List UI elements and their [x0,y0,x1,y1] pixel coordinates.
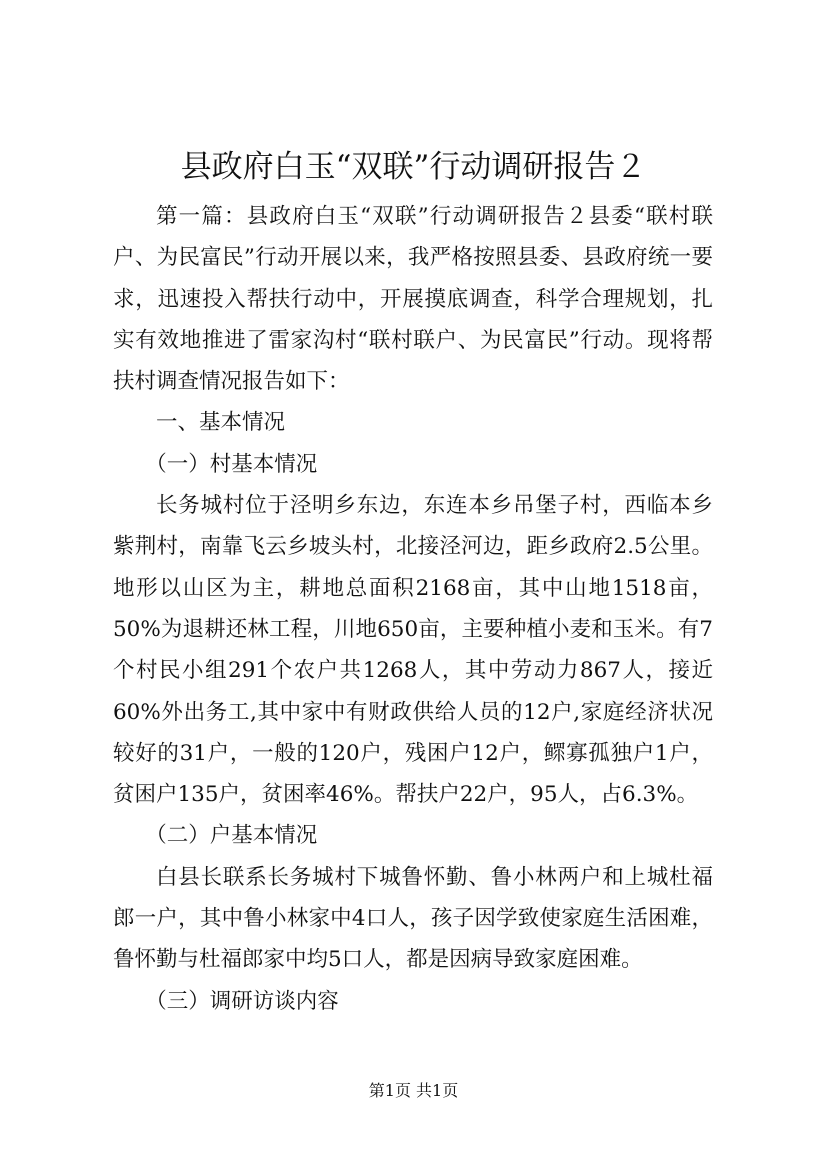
document-body [113,196,713,1022]
paragraph-village: 长务城村位于泾明乡东边，东连本乡吊堡子村，西临本乡紫荆村，南靠飞云乡坡头村，北接泾河边，距乡政府2.5公里。地形以山区为主，耕地总面积2168亩，其中山地1518亩，50%为退耕还林工程，川地650亩，主要种植小麦和玉米。有7个村民小组291个农户共1268人，其中劳动力867人，接近60%外出务工,其中家中有财政供给人员的12户,家庭经济状况较好的31户，一般的120户，残困户12户，鳏寡孤独户1户，贫困户135户，贫困率46%。帮扶户22户，95人，占6.3%。 [113,493,713,808]
paragraph-intro: 第一篇：县政府白玉“双联”行动调研报告２县委“联村联户、为民富民”行动开展以来，我严格按照县委、县政府统一要求，迅速投入帮扶行动中，开展摸底调查，科学合理规划，扎实有效地推进了雷家沟村“联村联户、为民富民”行动。现将帮扶村调查情况报告如下： [113,204,713,395]
section-heading-basic: 一、基本情况 [156,410,286,436]
page-title: 县政府白玉“双联”行动调研报告２ [180,149,647,185]
subsection-heading-household: （二）户基本情况 [145,823,318,849]
paragraph-household: 白县长联系长务城村下城鲁怀勤、鲁小林两户和上城杜福郎一户，其中鲁小林家中4口人，孩子因学致使家庭生活困难，鲁怀勤与杜福郎家中均5口人，都是因病导致家庭困难。 [113,864,713,973]
subsection-heading-village: （一）村基本情况 [145,451,318,477]
subsection-heading-interview: （三）调研访谈内容 [145,988,339,1014]
page-footer: 第1页 共1页 [368,1081,459,1100]
